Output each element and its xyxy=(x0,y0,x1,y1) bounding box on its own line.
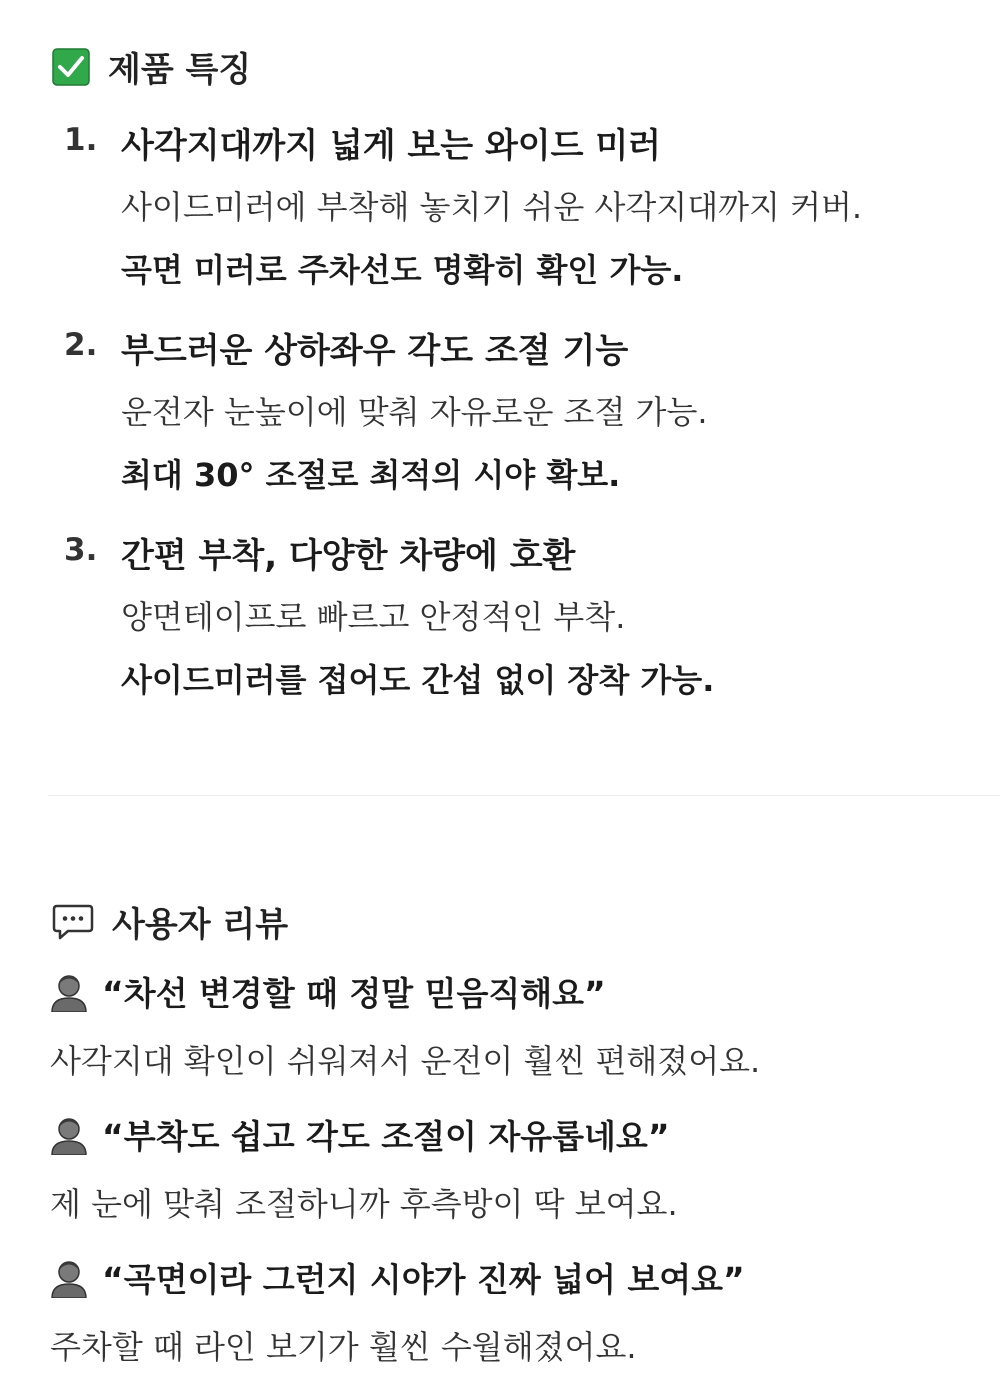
review-text: 주차할 때 라인 보기가 훨씬 수월해졌어요. xyxy=(50,1328,637,1366)
feature-emphasis: 최대 30° 조절로 최적의 시야 확보. xyxy=(121,456,621,494)
feature-emphasis: 사이드미러를 접어도 간섭 없이 장착 가능. xyxy=(121,661,715,699)
review-item xyxy=(50,968,990,1111)
review-text: 사각지대 확인이 쉬워져서 운전이 훨씬 편해졌어요. xyxy=(50,1042,761,1080)
feature-item xyxy=(64,118,984,323)
reviews-heading-text: 사용자 리뷰 xyxy=(112,905,289,945)
review-quote: “부착도 쉽고 각도 조절이 자유롭네요” xyxy=(102,1117,670,1156)
review-item xyxy=(50,1111,990,1254)
review-quote: “곡면이라 그런지 시야가 진짜 넓어 보여요” xyxy=(102,1260,745,1299)
person-icon xyxy=(50,1115,88,1155)
person-icon xyxy=(50,1258,88,1298)
speech-bubble-icon xyxy=(52,903,94,941)
review-quote: “차선 변경할 때 정말 믿음직해요” xyxy=(102,974,606,1013)
reviews-list xyxy=(50,968,990,1397)
feature-item xyxy=(64,528,984,733)
reviews-heading xyxy=(52,897,288,946)
section-divider xyxy=(48,795,1000,796)
feature-number: 3. xyxy=(64,532,98,568)
person-icon xyxy=(50,972,88,1012)
feature-number: 1. xyxy=(64,122,98,158)
review-item xyxy=(50,1254,990,1397)
feature-description: 운전자 눈높이에 맞춰 자유로운 조절 가능. xyxy=(121,393,708,431)
feature-number: 2. xyxy=(64,327,98,363)
feature-item xyxy=(64,323,984,528)
feature-description: 사이드미러에 부착해 놓치기 쉬운 사각지대까지 커버. xyxy=(121,188,863,226)
features-list xyxy=(64,118,984,733)
feature-emphasis: 곡면 미러로 주차선도 명확히 확인 가능. xyxy=(121,251,684,289)
feature-title: 간편 부착, 다양한 차량에 호환 xyxy=(121,536,576,576)
features-heading-text: 제품 특징 xyxy=(108,50,252,90)
review-text: 제 눈에 맞춰 조절하니까 후측방이 딱 보여요. xyxy=(50,1185,678,1223)
feature-title: 사각지대까지 넓게 보는 와이드 미러 xyxy=(121,126,662,166)
check-mark-button-icon xyxy=(52,48,90,86)
features-heading xyxy=(52,42,251,91)
feature-title: 부드러운 상하좌우 각도 조절 기능 xyxy=(121,331,629,371)
feature-description: 양면테이프로 빠르고 안정적인 부착. xyxy=(121,598,626,636)
